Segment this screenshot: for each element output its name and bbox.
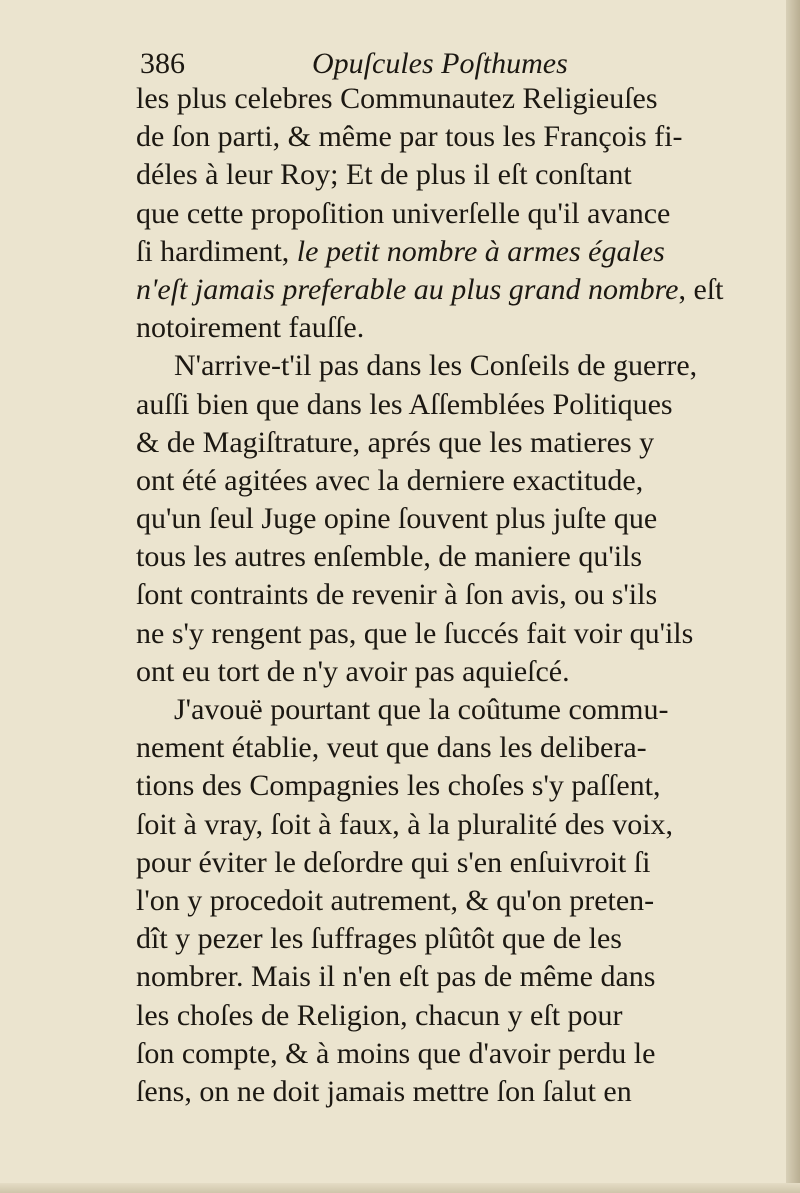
paragraph-start: J'avouë pourtant que la coûtume commu- (174, 693, 669, 726)
paragraph-start: N'arrive-t'il pas dans les Conſeils de guerre, (174, 349, 698, 383)
text-line: ne s'y rengent pas, que le ſuccés fait voir qu'ils (136, 616, 694, 650)
text-line: déles à leur Roy; Et de plus il eſt conſtant (136, 158, 632, 192)
page-bottom-edge (0, 1183, 800, 1193)
page-edge-shadow (786, 0, 800, 1193)
text-line: tions des Compagnies les choſes s'y paſſent, (136, 769, 661, 803)
text-line: auſſi bien que dans les Aſſemblées Politiques (136, 387, 673, 421)
page-number: 386 (140, 47, 185, 80)
text-italic-quote: n'eſt jamais preferable au plus grand nombre (136, 272, 679, 306)
text-line: ont été agitées avec la derniere exactitude, (136, 463, 644, 497)
text-line: les choſes de Religion, chacun y eſt pour (136, 998, 623, 1032)
text-line: les plus celebres Communautez Religieuſes (136, 82, 658, 115)
text-line-mixed (136, 233, 768, 271)
running-title: Opuſcules Poſthumes (312, 47, 568, 80)
text-line: tous les autres enſemble, de maniere qu'ils (136, 540, 643, 574)
text-line: ont eu tort de n'y avoir pas aquieſcé. (136, 654, 570, 688)
text-roman: ſi hardiment, (136, 234, 290, 268)
text-line: l'on y procedoit autrement, & qu'on preten- (136, 883, 655, 917)
text-roman: , eſt (678, 272, 724, 306)
body-text (136, 80, 768, 1111)
text-line: notoirement fauſſe. (136, 311, 365, 345)
text-line: que cette propoſition univerſelle qu'il avance (136, 196, 671, 230)
text-line: ſens, on ne doit jamais mettre ſon ſalut en (136, 1074, 632, 1108)
text-italic-quote: le petit nombre à armes égales (296, 234, 665, 268)
text-line: ſont contraints de revenir à ſon avis, ou s'ils (136, 578, 658, 612)
text-line: de ſon parti, & même par tous les François fi- (136, 120, 683, 154)
text-line: nement établie, veut que dans les delibera- (136, 731, 647, 765)
text-line: nombrer. Mais il n'en eſt pas de même dans (136, 960, 656, 994)
text-line: pour éviter le deſordre qui s'en enſuivroit ſi (136, 845, 651, 879)
text-line: dît y pezer les ſuffrages plûtôt que de les (136, 922, 622, 956)
text-line: qu'un ſeul Juge opine ſouvent plus juſte que (136, 502, 658, 536)
text-line: & de Magiſtrature, aprés que les matieres y (136, 425, 655, 459)
text-line-mixed (136, 271, 768, 309)
text-line: ſoit à vray, ſoit à faux, à la pluralité des voix, (136, 807, 674, 841)
text-line: ſon compte, & à moins que d'avoir perdu le (136, 1036, 656, 1070)
